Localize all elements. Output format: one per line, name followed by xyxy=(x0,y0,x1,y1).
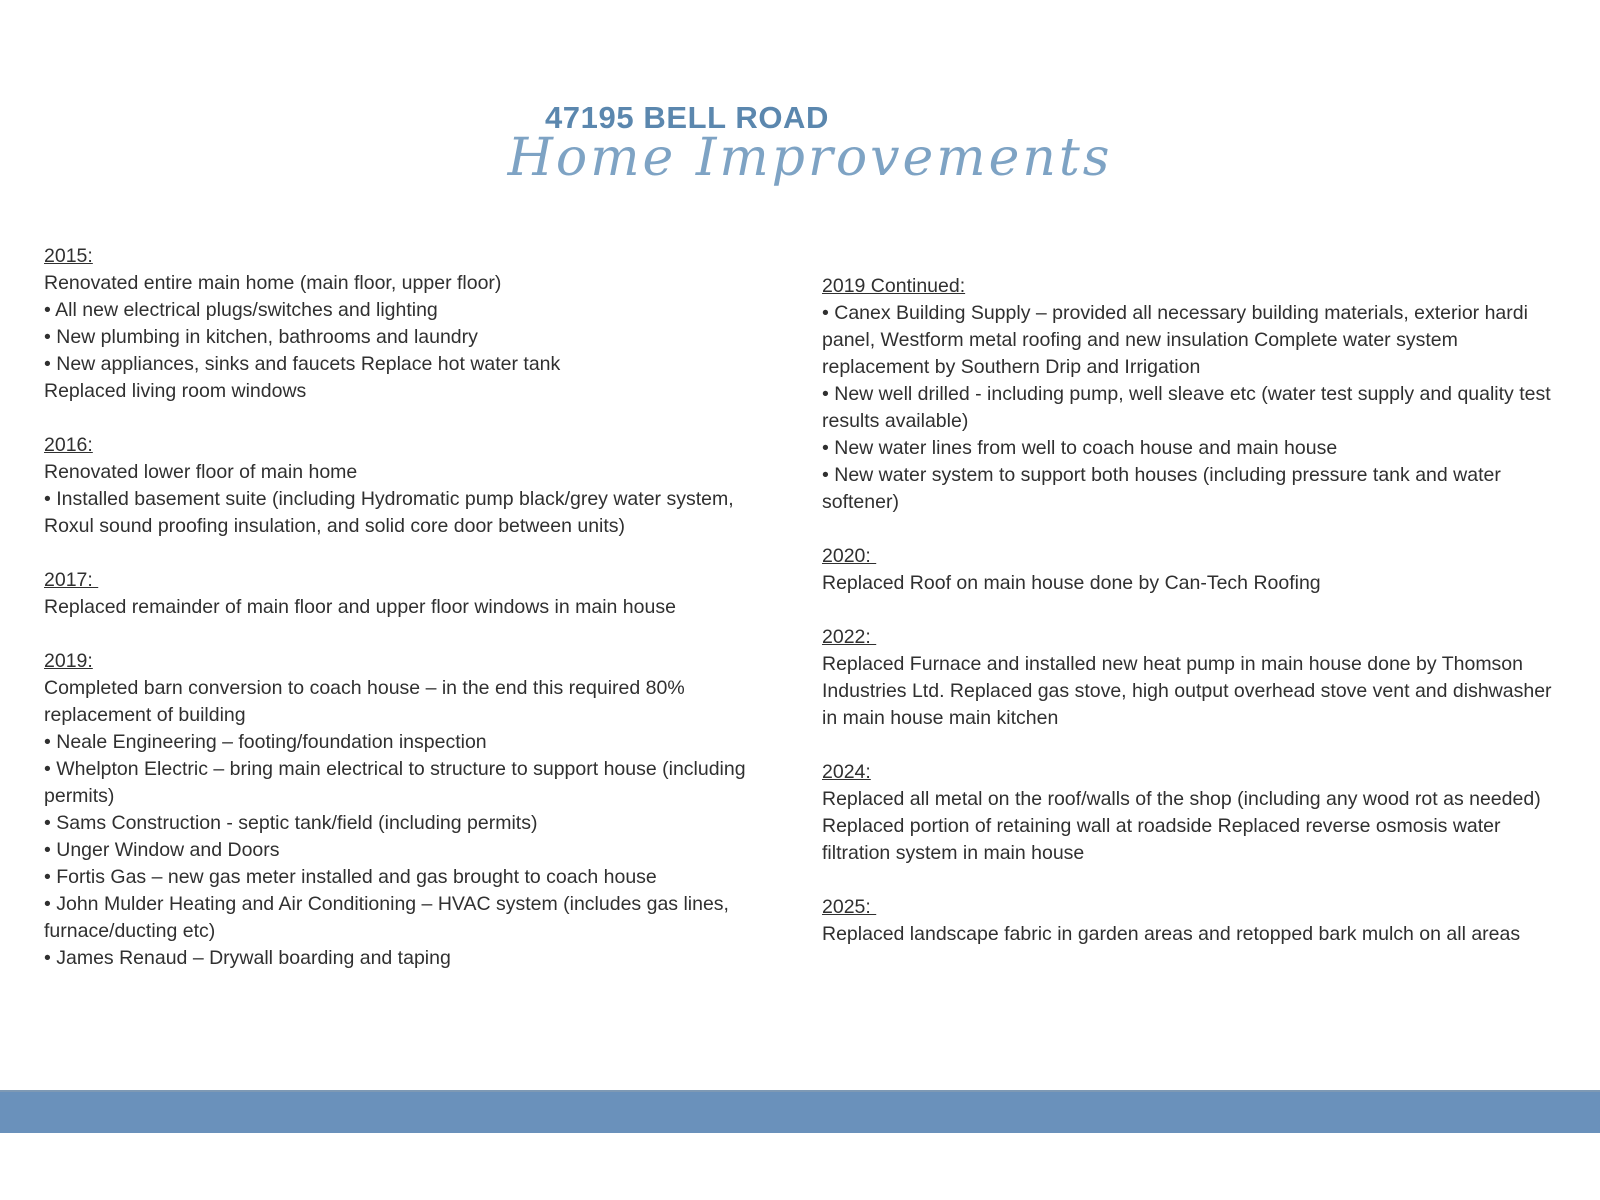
year-section xyxy=(44,648,776,972)
year-section xyxy=(822,273,1562,516)
year-heading: 2025: xyxy=(822,896,877,919)
entry-text: • New well drilled - including pump, well sleave etc (water test supply and quality test results available) xyxy=(822,383,1551,433)
year-section xyxy=(44,432,776,540)
entry-text: • All new electrical plugs/switches and lighting xyxy=(44,299,438,322)
entry-text: • New plumbing in kitchen, bathrooms and laundry xyxy=(44,326,478,349)
entry-text: • New water system to support both houses (including pressure tank and water softener) xyxy=(822,464,1501,514)
entry-text: • Installed basement suite (including Hydromatic pump black/grey water system, Roxul sound proofing insulation, and solid core door between units) xyxy=(44,488,734,538)
year-section xyxy=(44,567,776,621)
entry-text: Replaced living room windows xyxy=(44,380,307,403)
year-section xyxy=(822,624,1562,732)
entry-text: Renovated entire main home (main floor, upper floor) xyxy=(44,272,502,295)
entry-text: Replaced landscape fabric in garden areas and retopped bark mulch on all areas xyxy=(822,923,1521,946)
left-column xyxy=(44,243,776,999)
document-header xyxy=(0,0,1600,187)
entry-text: • Sams Construction - septic tank/field (including permits) xyxy=(44,812,538,835)
entry-text: Renovated lower floor of main home xyxy=(44,461,358,484)
year-heading: 2022: xyxy=(822,626,877,649)
entry-text: • John Mulder Heating and Air Conditioning – HVAC system (includes gas lines, furnace/ducting etc) xyxy=(44,893,729,943)
entry-text: Replaced remainder of main floor and upper floor windows in main house xyxy=(44,596,676,619)
entry-text: Replaced all metal on the roof/walls of the shop (including any wood rot as needed) Replaced portion of retaining wall at roadside Replaced reverse osmosis water filtration system in main house xyxy=(822,788,1541,865)
entry-text: Replaced Furnace and installed new heat pump in main house done by Thomson Industries Ltd. Replaced gas stove, high output overhead stove vent and dishwasher in main house main kitchen xyxy=(822,653,1552,730)
year-section xyxy=(44,243,776,405)
entry-text: Completed barn conversion to coach house – in the end this required 80% replacement of building xyxy=(44,677,685,727)
year-heading: 2015: xyxy=(44,245,93,268)
footer-accent-bar xyxy=(0,1090,1600,1133)
entry-text: • New water lines from well to coach house and main house xyxy=(822,437,1338,460)
page-subtitle: Home Improvements xyxy=(507,128,1113,188)
year-section xyxy=(822,759,1562,867)
year-heading: 2019: xyxy=(44,650,93,673)
right-column xyxy=(822,273,1562,975)
year-heading: 2017: xyxy=(44,569,99,592)
entry-text: • Canex Building Supply – provided all necessary building materials, exterior hardi panel, Westform metal roofing and new insulation Complete water system replacement by Southern Drip and Irrigation xyxy=(822,302,1528,379)
entry-text: • Unger Window and Doors xyxy=(44,839,280,862)
year-heading: 2016: xyxy=(44,434,93,457)
entry-text: • Fortis Gas – new gas meter installed and gas brought to coach house xyxy=(44,866,657,889)
entry-text: Replaced Roof on main house done by Can-Tech Roofing xyxy=(822,572,1321,595)
content-columns xyxy=(0,243,1600,999)
entry-text: • James Renaud – Drywall boarding and taping xyxy=(44,947,451,970)
year-section xyxy=(822,543,1562,597)
year-heading: 2020: xyxy=(822,545,877,568)
year-section xyxy=(822,894,1562,948)
entry-text: • Whelpton Electric – bring main electrical to structure to support house (including permits) xyxy=(44,758,746,808)
year-heading: 2024: xyxy=(822,761,871,784)
entry-text: • New appliances, sinks and faucets Replace hot water tank xyxy=(44,353,561,376)
page-title: 47195 BELL ROAD xyxy=(544,100,830,135)
year-heading: 2019 Continued: xyxy=(822,275,966,298)
entry-text: • Neale Engineering – footing/foundation inspection xyxy=(44,731,487,754)
